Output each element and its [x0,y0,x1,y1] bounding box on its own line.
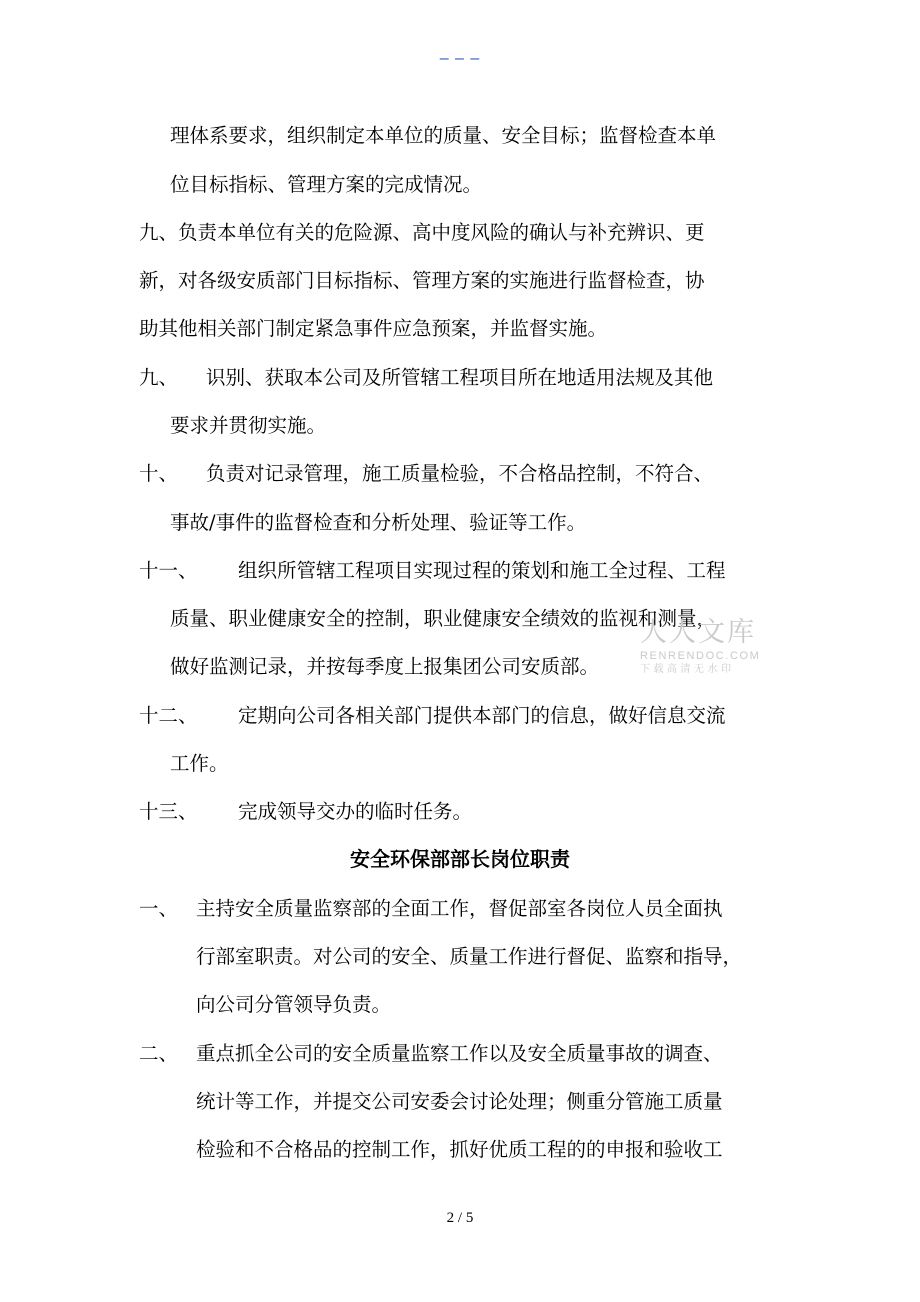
text-line: 行部室职责。对公司的安全、质量工作进行督促、监察和指导， [196,945,743,968]
item-number: 十一、 [139,559,198,582]
item-number: 十二、 [139,704,198,727]
text-line: 做好监测记录，并按每季度上报集团公司安质部。 [170,655,600,678]
item-number: 十、 [139,462,179,485]
item-number: 二、 [139,1042,179,1065]
text-line: 助其他相关部门制定紧急事件应急预案，并监督实施。 [139,317,608,340]
text-line: 定期向公司各相关部门提供本部门的信息，做好信息交流 [238,704,726,727]
text-line: 要求并贯彻实施。 [170,414,327,437]
page-number: 2 / 5 [446,1210,474,1226]
watermark [640,618,780,676]
header-mark: – – – [439,50,481,67]
text-line: 负责对记录管理，施工质量检验，不合格品控制，不符合、 [206,462,714,485]
text-line: 识别、获取本公司及所管辖工程项目所在地适用法规及其他 [206,366,714,389]
text-line: 质量、职业健康安全的控制，职业健康安全绩效的监视和测量， [170,607,717,630]
text-line: 九、负责本单位有关的危险源、高中度风险的确认与补充辨识、更 [139,221,705,244]
text-line: 理体系要求，组织制定本单位的质量、安全目标；监督检查本单 [170,124,717,147]
text-line: 重点抓全公司的安全质量监察工作以及安全质量事故的调查、 [196,1042,723,1065]
text-line: 组织所管辖工程项目实现过程的策划和施工全过程、工程 [238,559,726,582]
text-line: 工作。 [170,752,229,775]
watermark-url: RENRENDOC.COM [640,650,761,662]
text-line: 向公司分管领导负责。 [196,993,392,1016]
text-line: 完成领导交办的临时任务。 [238,800,473,823]
text-line: 统计等工作，并提交公司安委会讨论处理；侧重分管施工质量 [196,1090,723,1113]
text-line: 检验和不合格品的控制工作，抓好优质工程的的申报和验收工 [196,1138,723,1161]
watermark-subtitle: 下载高清无水印 [640,664,735,675]
item-number: 一、 [139,897,179,920]
text-line: 新，对各级安质部门目标指标、管理方案的实施进行监督检查，协 [139,269,705,292]
text-line: 位目标指标、管理方案的完成情况。 [170,173,483,196]
item-number: 九、 [139,366,179,389]
item-number: 十三、 [139,800,198,823]
text-line: 事故/事件的监督检查和分析处理、验证等工作。 [170,511,587,534]
text-line: 主持安全质量监察部的全面工作，督促部室各岗位人员全面执 [196,897,723,920]
watermark-title: 人人文库 [640,617,756,648]
section-title: 安全环保部部长岗位职责 [350,847,570,871]
